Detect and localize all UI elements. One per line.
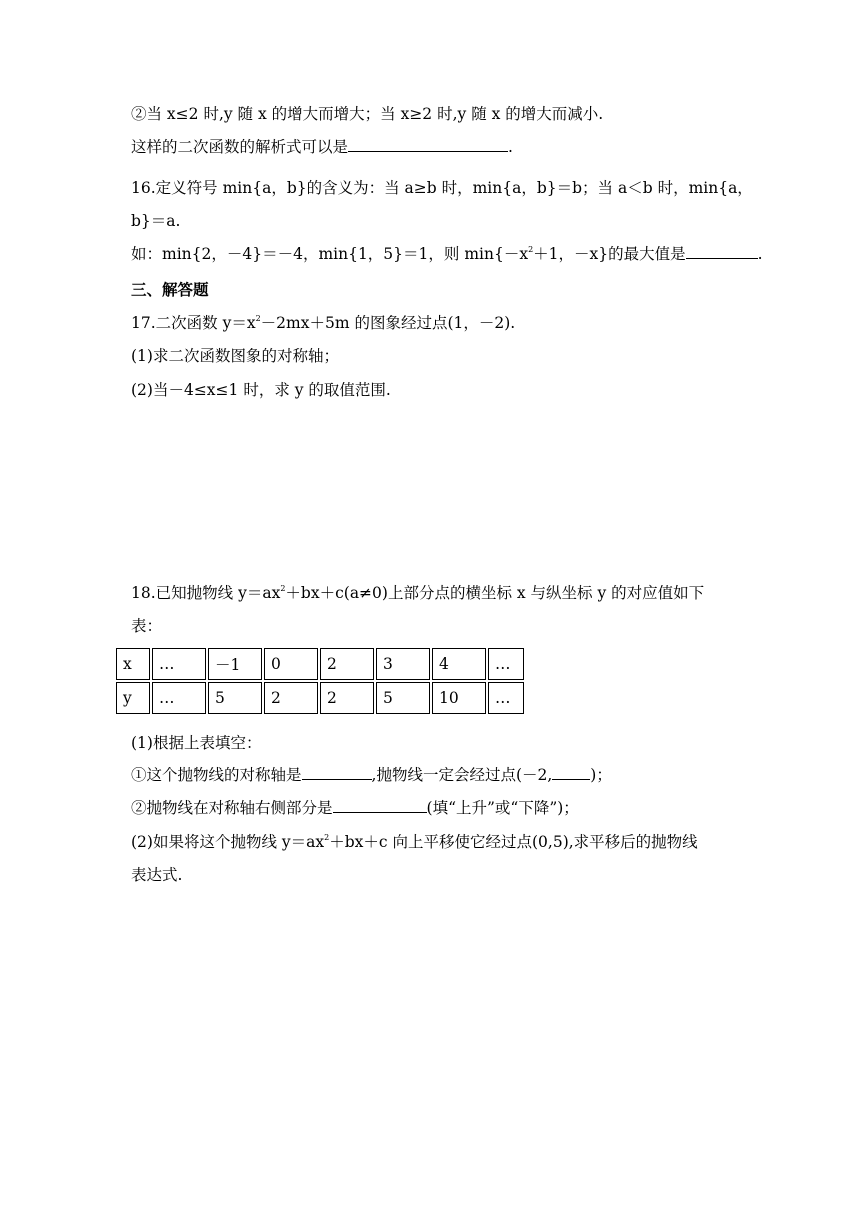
q18-stem-continued: 表： <box>131 617 163 635</box>
q17-stem-a: 17.二次函数 y＝x <box>131 314 256 332</box>
table-cell: 4 <box>432 648 486 680</box>
q16-line3-a: 如：min{2，－4}＝－4，min{1，5}＝1，则 min{－x <box>131 245 529 263</box>
q18-fill1-b: ,抛物线一定会经过点(－2, <box>371 766 553 784</box>
q15-prompt-text: 这样的二次函数的解析式可以是 <box>131 138 349 156</box>
q18-superscript: 2 <box>280 584 286 593</box>
q16-line3-b: ＋1，－x}的最大值是 <box>533 245 686 263</box>
table-row-y <box>116 682 524 714</box>
table-cell: … <box>152 682 206 714</box>
q17-part-1: (1)求二次函数图象的对称轴； <box>131 347 339 365</box>
table-cell: －1 <box>208 648 262 680</box>
q15-answer-blank[interactable] <box>348 137 508 152</box>
q18-part-2 <box>131 832 698 852</box>
q15-end: . <box>508 138 513 156</box>
table-row-x <box>116 648 524 680</box>
value-table <box>114 646 526 716</box>
q18-fill-1 <box>131 765 612 785</box>
q18-fill2-b: (填“上升”或“下降”)； <box>426 799 579 817</box>
table-cell: 10 <box>432 682 486 714</box>
table-cell: 2 <box>320 682 374 714</box>
q18-fill2-a: ②抛物线在对称轴右侧部分是 <box>131 799 333 817</box>
table-cell: 2 <box>264 682 318 714</box>
section-heading: 三、解答题 <box>131 280 209 299</box>
q17-stem-b: －2mx＋5m 的图象经过点(1，－2). <box>260 314 516 332</box>
q18-part2-b: ＋bx＋c 向上平移使它经过点(0,5),求平移后的抛物线 <box>329 833 698 851</box>
q18-part-1: (1)根据上表填空： <box>131 734 262 752</box>
q18-stem-b: ＋bx＋c(a≠0)上部分点的横坐标 x 与纵坐标 y 的对应值如下 <box>285 584 705 602</box>
q16-line-2: b}＝a. <box>131 212 181 230</box>
table-cell: 3 <box>376 648 430 680</box>
q17-part-2: (2)当－4≤x≤1 时，求 y 的取值范围. <box>131 381 391 399</box>
q16-superscript: 2 <box>528 245 534 254</box>
table-cell: … <box>152 648 206 680</box>
table-cell: … <box>488 682 524 714</box>
q18-part2-a: (2)如果将这个抛物线 y＝ax <box>131 833 325 851</box>
q17-stem <box>131 313 515 333</box>
table-cell: y <box>116 682 150 714</box>
q16-line-3 <box>131 244 763 264</box>
trend-answer-blank[interactable] <box>333 798 427 813</box>
q18-stem <box>131 583 704 603</box>
table-cell: x <box>116 648 150 680</box>
q18-fill1-c: )； <box>590 766 612 784</box>
axis-answer-blank[interactable] <box>302 765 372 780</box>
q17-superscript: 2 <box>255 314 261 323</box>
table-cell: … <box>488 648 524 680</box>
q15-condition-2: ②当 x≤2 时,y 随 x 的增大而增大；当 x≥2 时,y 随 x 的增大而减小. <box>131 105 604 123</box>
table-cell: 2 <box>320 648 374 680</box>
table-cell: 5 <box>208 682 262 714</box>
q18-part-2-continued: 表达式. <box>131 866 183 884</box>
q18-fill1-a: ①这个抛物线的对称轴是 <box>131 766 302 784</box>
table-cell: 5 <box>376 682 430 714</box>
q18-part2-superscript: 2 <box>324 833 330 842</box>
q16-line-1: 16.定义符号 min{a，b}的含义为：当 a≥b 时，min{a，b}＝b；当 a＜b 时，min{a， <box>131 179 753 197</box>
point-answer-blank[interactable] <box>552 765 590 780</box>
table-cell: 0 <box>264 648 318 680</box>
q16-answer-blank[interactable] <box>686 244 758 259</box>
q18-fill-2 <box>131 798 579 818</box>
q15-prompt <box>131 137 513 157</box>
q16-end: . <box>757 245 763 263</box>
q18-stem-a: 18.已知抛物线 y＝ax <box>131 584 281 602</box>
